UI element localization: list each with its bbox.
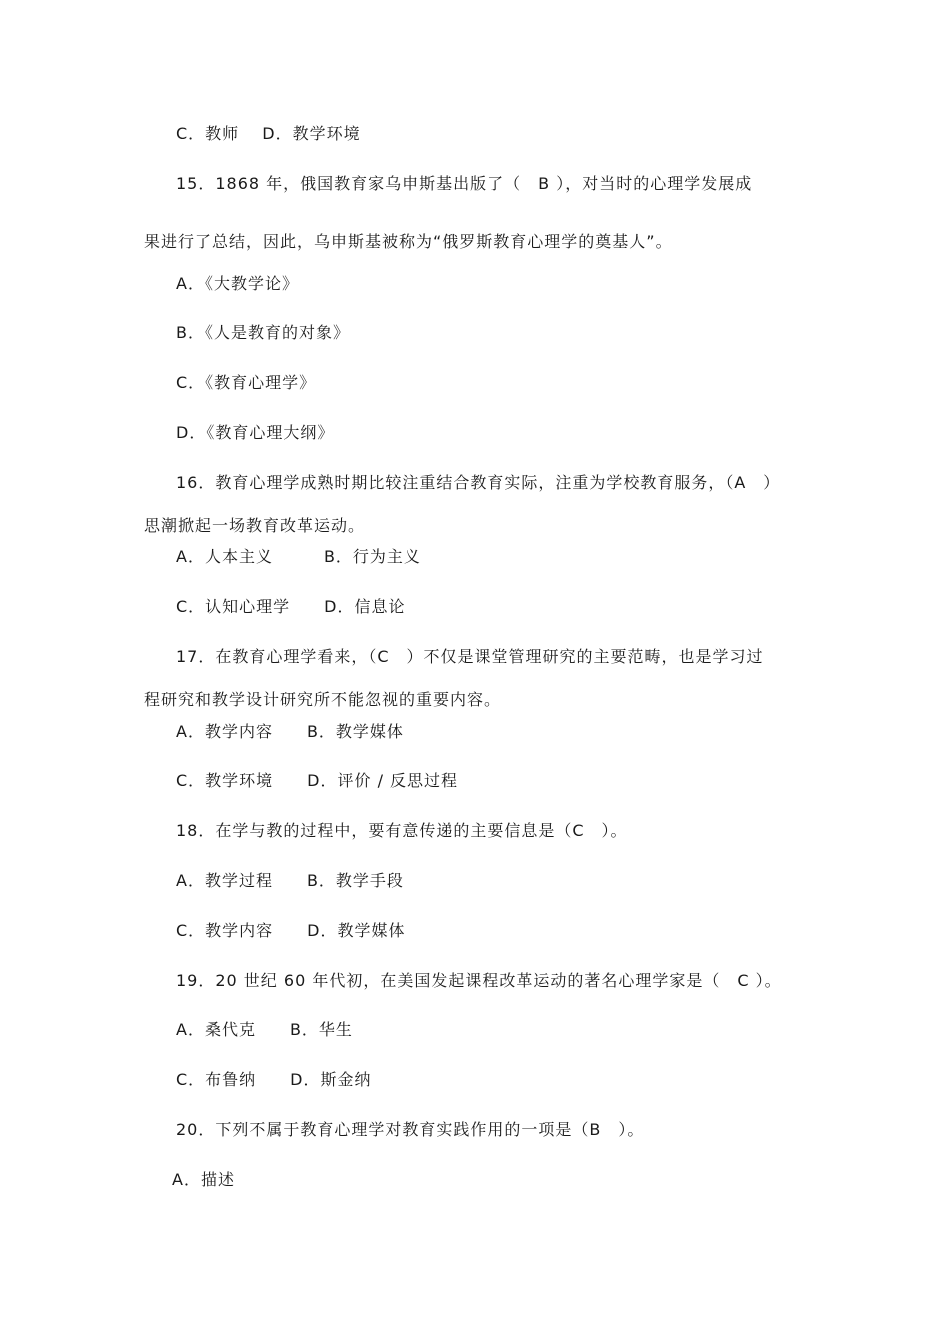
question-continuation: 程研究和教学设计研究所不能忽视的重要内容。 — [144, 690, 502, 709]
option-line: C．《教育心理学》 — [176, 373, 317, 392]
question-line: 19．20 世纪 60 年代初，在美国发起课程改革运动的著名心理学家是（ C ）。 — [176, 971, 782, 990]
option-line: A．教学过程 B．教学手段 — [176, 871, 404, 890]
question-line: 16．教育心理学成熟时期比较注重结合教育实际，注重为学校教育服务，（A ） — [176, 473, 781, 492]
question-continuation: 果进行了总结，因此，乌申斯基被称为“俄罗斯教育心理学的奠基人”。 — [144, 232, 673, 251]
option-line: B．《人是教育的对象》 — [176, 323, 350, 342]
question-line: 17．在教育心理学看来，（C ）不仅是课堂管理研究的主要范畴，也是学习过 — [176, 647, 764, 666]
option-line: C．教师 D．教学环境 — [176, 124, 361, 143]
option-line: C．布鲁纳 D．斯金纳 — [176, 1070, 372, 1089]
question-continuation: 思潮掀起一场教育改革运动。 — [144, 516, 366, 535]
option-line: A．教学内容 B．教学媒体 — [176, 722, 404, 741]
question-line: 18．在学与教的过程中，要有意传递的主要信息是（C ）。 — [176, 821, 628, 840]
option-line: A．描述 — [172, 1170, 235, 1189]
option-line: C．教学内容 D．教学媒体 — [176, 921, 406, 940]
option-line: C．教学环境 D．评价 / 反思过程 — [176, 771, 459, 790]
question-line: 15．1868 年，俄国教育家乌申斯基出版了（ B ），对当时的心理学发展成 — [176, 174, 753, 193]
option-line: A．《大教学论》 — [176, 274, 299, 293]
question-line: 20．下列不属于教育心理学对教育实践作用的一项是（B ）。 — [176, 1120, 645, 1139]
option-line: A．桑代克 B．华生 — [176, 1020, 353, 1039]
option-line: A．人本主义 B．行为主义 — [176, 547, 421, 566]
option-line: D．《教育心理大纲》 — [176, 423, 335, 442]
option-line: C．认知心理学 D．信息论 — [176, 597, 406, 616]
